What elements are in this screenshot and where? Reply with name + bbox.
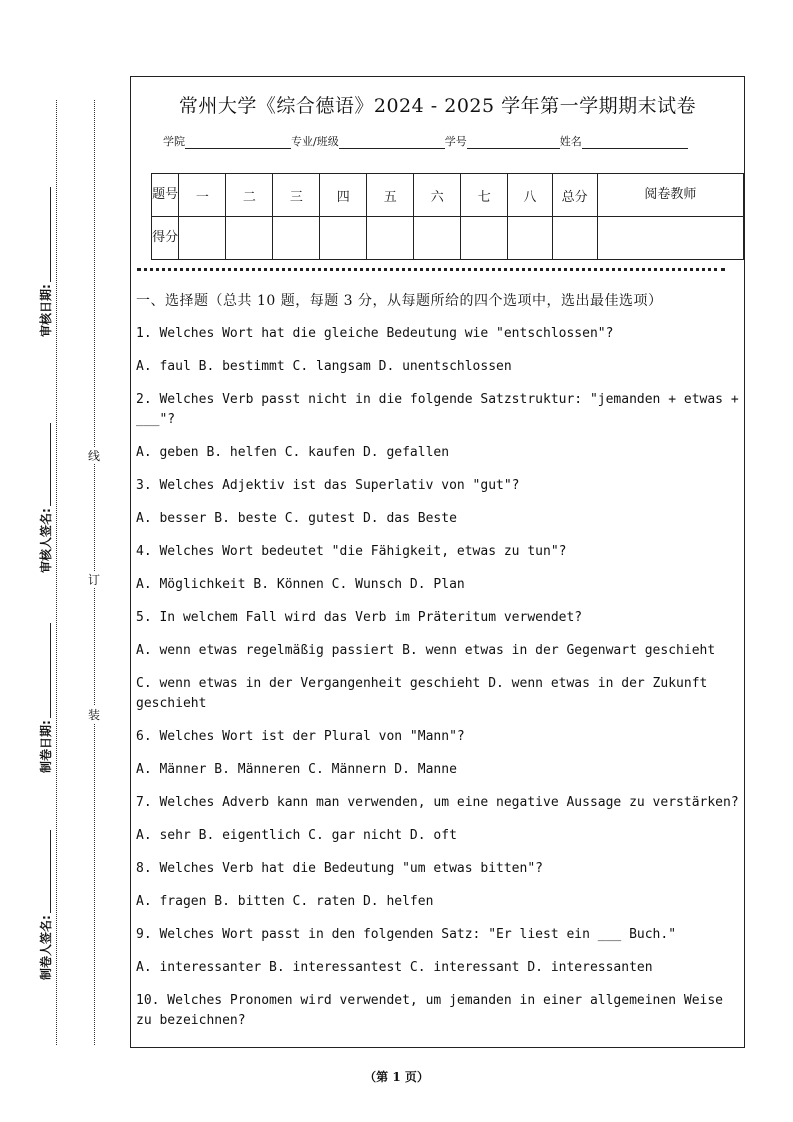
question-options: A. wenn etwas regelmäßig passiert B. wenn etwas in der Gegenwart geschieht [136, 643, 716, 658]
question-text: 4. Welches Wort bedeutet "die Fähigkeit, etwas zu tun"? [136, 544, 567, 559]
score-cell[interactable] [552, 217, 597, 260]
col-7: 七 [461, 174, 508, 217]
question-text: 6. Welches Wort ist der Plural von "Mann"? [136, 729, 465, 744]
col-5: 五 [367, 174, 414, 217]
student-id-label: 学号 [444, 135, 467, 148]
binding-char-line: 线 [87, 449, 100, 463]
col-2: 二 [226, 174, 273, 217]
question-options: A. Männer B. Männeren C. Männern D. Manne [136, 762, 457, 777]
score-cell[interactable] [320, 217, 367, 260]
score-cell[interactable] [461, 217, 508, 260]
question-text: 5. In welchem Fall wird das Verb im Präteritum verwendet? [136, 610, 583, 625]
question-options: A. faul B. bestimmt C. langsam D. unentschlossen [136, 359, 512, 374]
question-options: A. interessanter B. interessantest C. interessant D. interessanten [136, 960, 653, 975]
score-cell[interactable] [597, 217, 743, 260]
question-options: A. Möglichkeit B. Können C. Wunsch D. Plan [136, 577, 465, 592]
major-class-label: 专业/班级 [291, 135, 339, 148]
dotted-separator [137, 268, 725, 271]
col-total: 总分 [552, 174, 597, 217]
score-cell[interactable] [179, 217, 226, 260]
col-3: 三 [273, 174, 320, 217]
paper-date-label: 制卷日期: [35, 623, 55, 773]
student-id-field[interactable] [467, 136, 560, 149]
score-cell[interactable] [508, 217, 552, 260]
question-options: A. besser B. beste C. gutest D. das Beste [136, 511, 457, 526]
col-4: 四 [320, 174, 367, 217]
score-cell[interactable] [226, 217, 273, 260]
score-table-header-row [152, 174, 744, 217]
question-number-header: 题号 [152, 174, 179, 217]
question-text: 9. Welches Wort passt in den folgenden Satz: "Er liest ein ___ Buch." [136, 927, 677, 942]
question-text: 1. Welches Wort hat die gleiche Bedeutung wie "entschlossen"? [136, 326, 614, 341]
question-text: 7. Welches Adverb kann man verwenden, um eine negative Aussage zu verstärken? [136, 795, 739, 810]
student-info-row [163, 133, 688, 149]
question-text: 8. Welches Verb hat die Bedeutung "um etwas bitten"? [136, 861, 543, 876]
college-field[interactable] [185, 136, 291, 149]
question-section [136, 291, 742, 1044]
name-field[interactable] [582, 136, 688, 149]
question-text: 3. Welches Adjektiv ist das Superlativ von "gut"? [136, 478, 520, 493]
score-row-header: 得分 [152, 217, 179, 260]
exam-title: 常州大学《综合德语》2024 - 2025 学年第一学期期末试卷 [178, 95, 697, 117]
score-table-score-row [152, 217, 744, 260]
score-cell[interactable] [414, 217, 461, 260]
question-options: A. sehr B. eigentlich C. gar nicht D. oft [136, 828, 457, 843]
college-label: 学院 [163, 135, 185, 148]
name-label: 姓名 [559, 135, 582, 148]
question-options: A. fragen B. bitten C. raten D. helfen [136, 894, 434, 909]
col-6: 六 [414, 174, 461, 217]
col-grader: 阅卷教师 [597, 174, 743, 217]
question-text: 2. Welches Verb passt nicht in die folgende Satzstruktur: "jemanden + etwas + ___"? [136, 392, 739, 427]
col-1: 一 [179, 174, 226, 217]
score-table [151, 173, 744, 260]
score-cell[interactable] [273, 217, 320, 260]
question-options: A. geben B. helfen C. kaufen D. gefallen [136, 445, 450, 460]
section-heading: 一、选择题（总共 10 题，每题 3 分，从每题所给的四个选项中，选出最佳选项） [136, 293, 663, 309]
page-number: （第 1 页） [364, 1070, 429, 1084]
score-cell[interactable] [367, 217, 414, 260]
binding-char-order: 订 [87, 573, 100, 587]
major-class-field[interactable] [339, 136, 445, 149]
question-options: C. wenn etwas in der Vergangenheit geschieht D. wenn etwas in der Zukunft geschieht [136, 676, 708, 711]
review-date-label: 审核日期: [35, 187, 55, 337]
binding-char-bind: 装 [87, 708, 100, 722]
exam-frame [130, 76, 745, 1048]
paper-maker-signature-label: 制卷人签名: [35, 830, 55, 980]
reviewer-signature-label: 审核人签名: [35, 423, 55, 573]
question-text: 10. Welches Pronomen wird verwendet, um jemanden in einer allgemeinen Weise zu bezeichnen? [136, 993, 723, 1028]
binding-line-outer [56, 100, 57, 1045]
col-8: 八 [508, 174, 552, 217]
